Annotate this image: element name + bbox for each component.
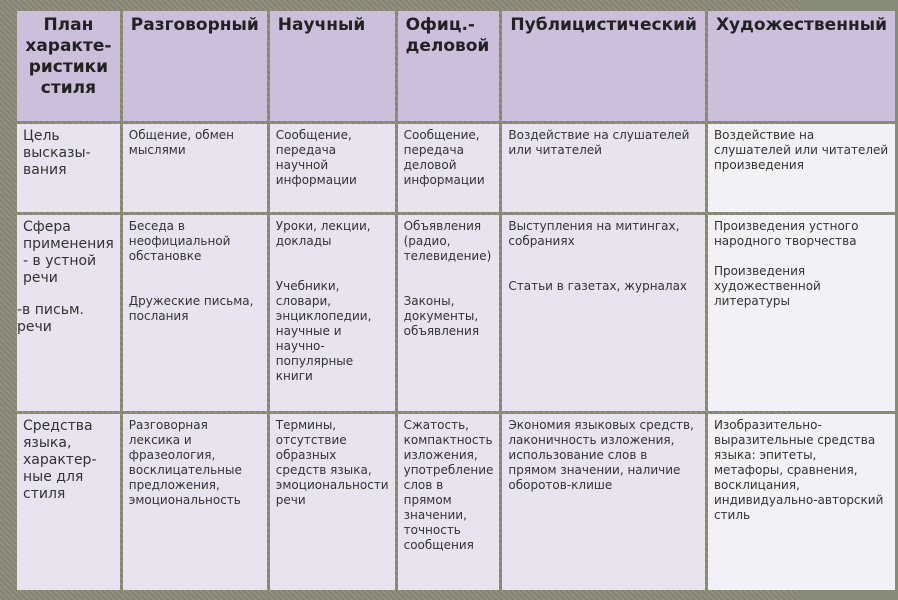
row-label-sfera	[17, 215, 120, 411]
cell-sfera-publicistichesky-oral: Выступления на митингах, собраниях	[508, 219, 680, 248]
header-row	[17, 11, 895, 121]
spacer	[276, 249, 389, 279]
row-sredstva	[17, 414, 895, 590]
row-cel	[17, 124, 895, 212]
cell-sfera-hudozhestvenny	[708, 215, 895, 411]
cell-sfera-razgovorny-oral: Беседа в неофициальной обстановке	[128, 219, 231, 263]
cell-sfera-hudozhestvenny-oral: Произведения устного народного творчества	[713, 219, 859, 248]
spacer	[129, 264, 261, 294]
spacer	[714, 249, 889, 264]
cell-sfera-razgovorny	[123, 215, 267, 411]
spacer	[508, 249, 699, 279]
row-label-sredstva: Средства языка, характер-ные для стиля	[17, 414, 120, 590]
cell-sfera-oficialny-oral: Объявления (радио, телевидение)	[403, 219, 492, 263]
header-hudozhestvenny: Художественный	[708, 11, 895, 121]
cell-sredstva-razgovorny: Разговорная лексика и фразеология, восклицательные предложения, эмоциональность	[123, 414, 267, 590]
header-plan: План характе-ристики стиля	[17, 11, 120, 121]
cell-sfera-oficialny-written: Законы, документы, объявления	[403, 294, 480, 338]
cell-cel-hudozhestvenny: Воздействие на слушателей или читателей произведения	[708, 124, 895, 212]
header-nauchny: Научный	[270, 11, 395, 121]
cell-sredstva-nauchny: Термины, отсутствие образных средств языка, эмоциональности речи	[270, 414, 395, 590]
cell-sredstva-oficialny: Сжатость, компактность изложения, употребление слов в прямом значении, точность сообщения	[398, 414, 500, 590]
header-razgovorny: Разговорный	[123, 11, 267, 121]
header-oficialny: Офиц.-деловой	[398, 11, 500, 121]
cell-sfera-publicistichesky-written: Статьи в газетах, журналах	[508, 279, 688, 293]
cell-sfera-hudozhestvenny-written: Произведения художественной литературы	[713, 264, 821, 308]
styles-table	[14, 8, 898, 593]
cell-sfera-nauchny-written: Учебники, словари, энциклопедии, научные и научно-популярные книги	[275, 279, 372, 383]
cell-cel-razgovorny: Общение, обмен мыслями	[123, 124, 267, 212]
cell-cel-publicistichesky: Воздействие на слушателей или читателей	[502, 124, 705, 212]
row-sfera	[17, 215, 895, 411]
cell-sfera-razgovorny-written: Дружеские письма, послания	[128, 294, 254, 323]
spacer	[404, 264, 494, 294]
cell-cel-oficialny: Сообщение, передача деловой информации	[398, 124, 500, 212]
cell-sfera-oficialny	[398, 215, 500, 411]
spacer	[23, 287, 114, 302]
cell-sfera-publicistichesky	[502, 215, 705, 411]
cell-sredstva-hudozhestvenny: Изобразительно-выразительные средства языка: эпитеты, метафоры, сравнения, восклицания, индивидуально-авторский стиль	[708, 414, 895, 590]
header-publicistichesky: Публицистический	[502, 11, 705, 121]
cell-sredstva-publicistichesky: Экономия языковых средств, лаконичность изложения, использование слов в прямом значении, наличие оборотов-клише	[502, 414, 705, 590]
row-label-cel: Цель высказы-вания	[17, 124, 120, 212]
row-label-sfera-written: -в письм. речи	[17, 302, 84, 335]
cell-sfera-nauchny-oral: Уроки, лекции, доклады	[275, 219, 371, 248]
cell-sfera-nauchny	[270, 215, 395, 411]
cell-cel-nauchny: Сообщение, передача научной информации	[270, 124, 395, 212]
row-label-sfera-oral: Сфера применения - в устной речи	[23, 219, 114, 286]
